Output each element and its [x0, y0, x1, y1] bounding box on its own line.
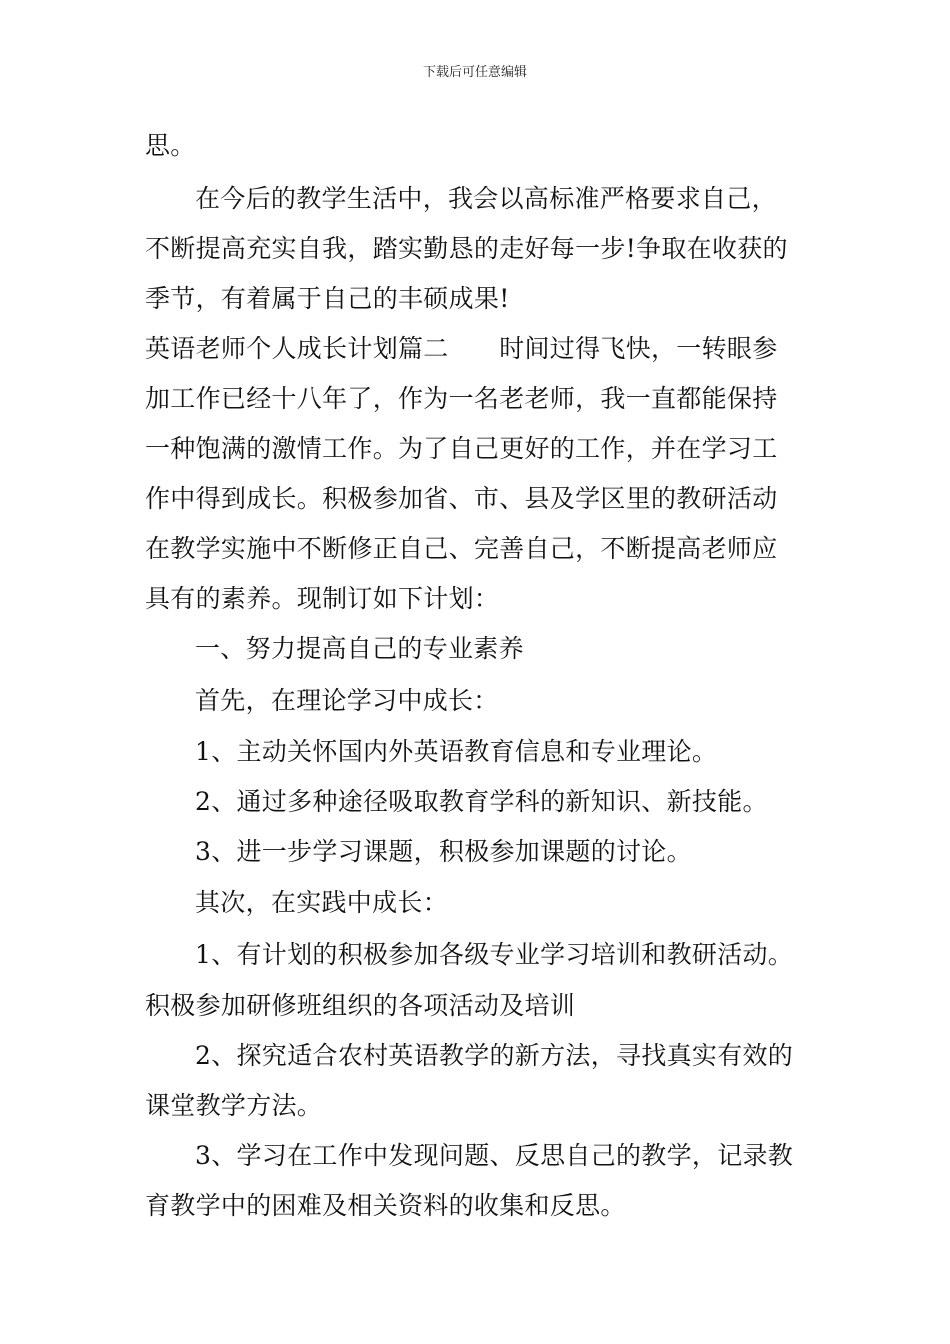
text-line: 思。 — [145, 131, 196, 160]
text-line: 课堂教学方法。 — [145, 1091, 323, 1120]
paragraph-line: 在今后的教学生活中，我会以高标准严格要求自己， — [195, 184, 777, 213]
list-item: 1、主动关怀国内外英语教育信息和专业理论。 — [195, 737, 718, 766]
text-line: 在教学实施中不断修正自己、完善自己，不断提高老师应 — [145, 534, 778, 563]
text-line: 育教学中的困难及相关资料的收集和反思。 — [145, 1191, 626, 1220]
list-item: 1、有计划的积极参加各级专业学习培训和教研活动。 — [195, 940, 794, 969]
text-line: 具有的素养。现制订如下计划： — [145, 584, 500, 613]
list-item: 3、学习在工作中发现问题、反思自己的教学，记录教 — [195, 1141, 794, 1170]
text-line: 不断提高充实自我，踏实勤恳的走好每一步!争取在收获的 — [145, 234, 788, 263]
text-line: 一种饱满的激情工作。为了自己更好的工作，并在学习工 — [145, 434, 778, 463]
text-line: 作中得到成长。积极参加省、市、县及学区里的教研活动 — [145, 484, 778, 513]
list-item: 2、探究适合农村英语教学的新方法，寻找真实有效的 — [195, 1041, 794, 1070]
text-line: 季节，有着属于自己的丰硕成果! — [145, 284, 510, 313]
subheading-line: 其次，在实践中成长： — [195, 888, 449, 917]
heading-line: 一、努力提高自己的专业素养 — [195, 634, 524, 663]
subheading-line: 首先，在理论学习中成长： — [195, 686, 499, 715]
list-item: 2、通过多种途径吸取教育学科的新知识、新技能。 — [195, 787, 768, 816]
text-line: 积极参加研修班组织的各项活动及培训 — [145, 991, 576, 1020]
section-title-line: 英语老师个人成长计划篇二 时间过得飞快，一转眼参 — [145, 334, 778, 363]
page-header-note: 下载后可任意编辑 — [422, 65, 527, 80]
list-item: 3、进一步学习课题，积极参加课题的讨论。 — [195, 837, 692, 866]
text-line: 加工作已经十八年了，作为一名老老师，我一直都能保持 — [145, 384, 778, 413]
